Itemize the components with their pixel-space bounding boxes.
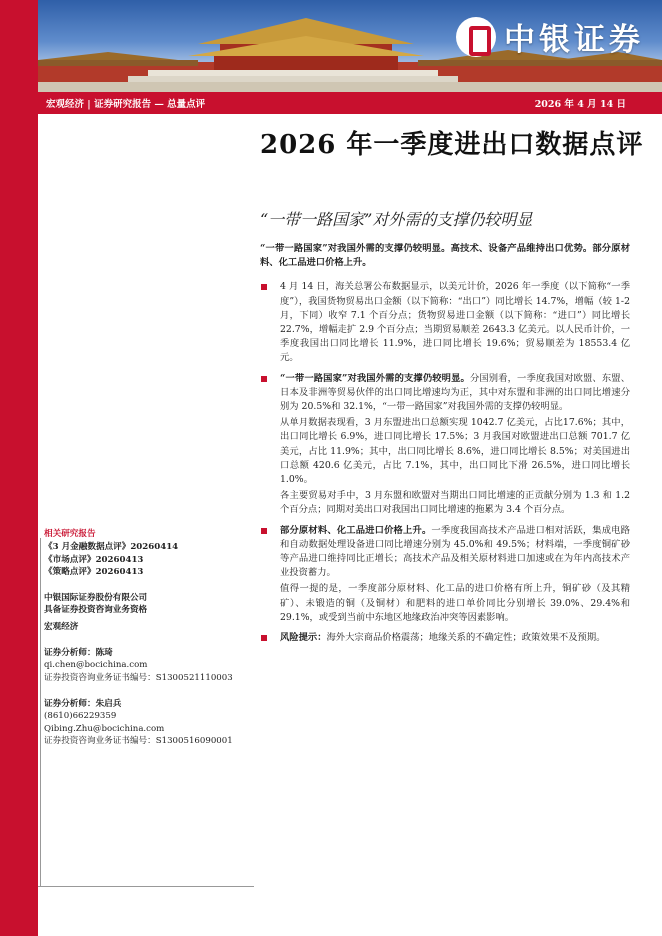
paragraph-text: 一季度我国高技术产品进口相对活跃，集成电路和自动数据处理设备进口同比增速分别为 45.0%和 49.5%；材料端，一季度铜矿砂等产品进口维持同比正增长；高技术产品及相关原材料进口加速或在为年内高技术产业投资蓄力。 [280,524,630,579]
analyst-cert: 证券投资咨询业务证书编号：S1300516090001 [44,735,233,746]
risk-text: 海外大宗商品价格震荡；地缘关系的不确定性；政策效果不及预期。 [326,632,606,644]
related-report-item[interactable]: 《策略点评》20260413 [44,566,144,577]
paragraph-text: 分国别看，一季度我国对欧盟、东盟、日本及非洲等贸易伙伴的出口同比增速均为正，其中对东盟和非洲的出口同比增速分别为 20.5%和 32.1%，“一带一路国家”对我国外需的支撑仍较明显。 [280,372,630,413]
header-banner [38,0,662,92]
analyst-email[interactable]: Qibing.Zhu@bocichina.com [44,723,165,734]
analyst-title: 证券分析师：朱启兵 [44,698,122,709]
bank-of-china-icon [456,17,496,57]
bullet-paragraph [260,280,630,365]
paragraph-heading: “一带一路国家”对我国外需的支撑仍较明显。 [280,372,470,384]
bullet-paragraph [260,372,630,415]
bullet-square-icon [261,376,267,382]
sidebar [38,528,258,747]
company-qualification: 具备证券投资咨询业务资格 [44,605,148,616]
page-title: 2026 年一季度进出口数据点评 [260,130,644,160]
category-strip [38,92,662,114]
risk-heading: 风险提示： [280,632,327,644]
company-name: 中银国际证券股份有限公司 [44,593,148,604]
report-body [260,242,630,645]
bullet-square-icon [261,528,267,534]
bullet-square-icon [261,635,267,641]
paragraph-text: 4 月 14 日，海关总署公布数据显示，以美元计价，2026 年一季度（以下简称“一季度”），我国货物贸易出口金额（以下简称：“出口”）同比增长 14.7%，增幅（较 1-2 月，下同）收窄 7.1 个百分点；货物贸易进口金额（以下简称：“进口”）同比增长 22.7%，增幅走扩 2.9 个百分点；当期贸易顺差 2643.3 亿美元。以人民币计价，一季度我国出口同比增长 11.9%，进口同比增长 19.6%；贸易顺差为 18553.4 亿元。 [280,281,630,364]
brand-name: 中银证券 [504,22,644,58]
brand-logo [456,14,644,59]
paragraph-heading: 部分原材料、化工品进口价格上升。 [280,524,432,536]
risk-paragraph [260,631,630,645]
sector-label: 宏观经济 [44,621,79,632]
left-red-band [0,0,38,936]
report-date: 2026 年 4 月 14 日 [534,99,626,110]
report-category: 宏观经济 | 证券研究报告 — 总量点评 [46,99,206,110]
bullet-square-icon [261,284,267,290]
paragraph: 各主要贸易对手中，3 月东盟和欧盟对当期出口同比增速的正贡献分别为 1.3 和 1.2 个百分点；同期对美出口对我国出口同比增速的拖累为 3.4 个百分点。 [280,490,630,516]
analyst-phone: (8610)66229359 [44,711,117,722]
paragraph: 从单月数据表现看，3 月东盟进出口总额实现 1042.7 亿美元，占比17.6%；其中，出口同比增长 6.9%，进口同比增长 17.5%；3 月我国对欧盟进出口总额 701.7 亿美元，占比 11.9%；其中，出口同比增长 8.6%，进口同比增长 8.5%；对美国进出口总额 420.6 亿美元，占比 7.1%，其中，出口同比下滑 26.5%，进口同比增长 1.0%。 [280,417,630,486]
summary-lead: “一带一路国家”对我国外需的支撑仍较明显。高技术、设备产品维持出口优势。部分原材料、化工品进口价格上升。 [260,243,630,269]
analyst-title: 证券分析师：陈琦 [44,648,113,659]
sidebar-bottom-rule [38,886,254,887]
related-report-item[interactable]: 《3 月金融数据点评》20260414 [44,542,179,553]
page-subtitle: “一带一路国家”对外需的支撑仍较明显 [260,210,533,229]
analyst-cert: 证券投资咨询业务证书编号：S1300521110003 [44,672,233,683]
bullet-paragraph [260,524,630,581]
related-report-item[interactable]: 《市场点评》20260413 [44,554,144,565]
paragraph: 值得一提的是，一季度部分原材料、化工品的进口价格有所上升，铜矿砂（及其精矿）、未锻造的铜（及铜材）和肥料的进口单价同比分别增长 39.0%、29.4%和 29.1%，或受到当前中东地区地缘政治冲突等因素影响。 [280,583,630,623]
analyst-email[interactable]: qi.chen@bocichina.com [44,660,148,671]
related-reports-heading: 相关研究报告 [44,529,96,539]
